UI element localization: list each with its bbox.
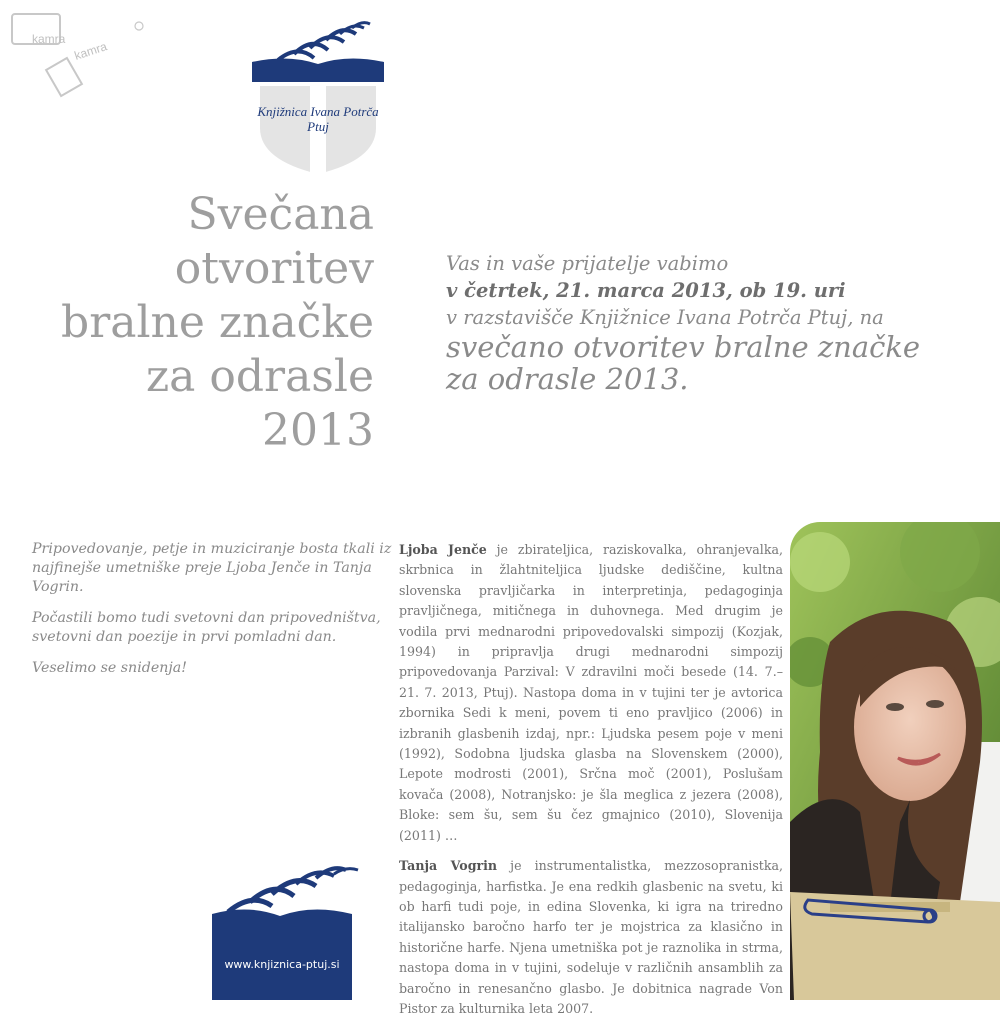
library-logo (248, 18, 388, 178)
logo-city: Ptuj (307, 119, 329, 134)
bio-name: Tanja Vogrin (399, 858, 498, 874)
watermark-text: kamra (32, 32, 66, 46)
bio-jence (399, 540, 783, 846)
invite-line: Vas in vaše prijatelje vabimo (446, 252, 729, 275)
bio-name: Ljoba Jenče (399, 542, 487, 557)
invite-event: za odrasle 2013. (446, 362, 689, 396)
main-title (20, 188, 374, 458)
library-logo-bottom (212, 862, 364, 1000)
invite-line: v razstavišče Knjižnice Ivana Potrča Ptuj, na (446, 306, 884, 329)
website-link[interactable]: www.knjiznica-ptuj.si (224, 958, 340, 971)
portrait-image (790, 522, 1000, 1000)
logo-name: Knjižnica Ivana Potrča (257, 104, 379, 119)
bio-vogrin (399, 856, 783, 1019)
closing-line: Veselimo se snidenja! (32, 660, 187, 676)
title-line: za odrasle (145, 351, 374, 402)
portrait-photo (790, 522, 1000, 1000)
title-line: Svečana (187, 189, 374, 240)
title-line: 2013 (262, 405, 374, 456)
bio-text: je zbirateljica, raziskovalka, ohranjevalka, skrbnica in žlahtniteljica ljudske dediščine, kultna slovenska pravljičarka in interpretinja, pedagoginja pravljičnega, mitičnega in duhovnega. Med drugim je vodila prvi mednarodni pripovedovalski simpozij (Kozjak, 1994) in pripravlja drugi mednarodni simpozij pripovedovanja Parzival: V zdravilni moči besede (14. 7.–21. 7. 2013, Ptuj). Nastopa doma in v tujini ter je avtorica zbornika Sedi k meni, povem ti eno pravljico (2006) in izbranih glasbenih izdaj, npr.: Ljudska pesem poje v meni (1992), Sodobna ljudska glasba na Slovenskem (2000), Lepote modrosti (2001), Srčna moč (2001), Poslušam kovača (2008), Notranjsko: je šla meglica z jezera (2008), Bloke: sem šu, sem šu čez gmajnico (2010), Slovenija (2011) … (399, 542, 783, 843)
invite-event: svečano otvoritev bralne značke (446, 330, 921, 364)
bio-column (399, 540, 783, 1029)
intro-column (32, 540, 392, 690)
watermark-text: kamra (72, 39, 109, 63)
invite-date: v četrtek, 21. marca 2013, ob 19. uri (446, 279, 846, 302)
watermark (8, 10, 148, 110)
intro-paragraph: Pripovedovanje, petje in muziciranje bosta tkali iz najfinejše umetniške preje Ljoba Jenče in Tanja Vogrin. (32, 541, 392, 595)
title-line: otvoritev (174, 243, 374, 294)
invitation-block (446, 250, 986, 395)
bio-text: je instrumentalistka, mezzosopranistka, pedagoginja, harfistka. Je ena redkih glasbenic na svetu, ki ob harfi tudi poje, in edina Slovenka, ki igra na triredno italijansko baročno harfo ter je mojstrica za klasično in historične harfe. Njena umetniška pot je raznolika in strma, nastopa doma in v tujini, sodeluje v različnih ansamblih za baročno in renesančno glasbo. Je dobitnica nagrade Von Pistor za kulturnika leta 2007. (399, 858, 783, 1016)
shield-book-birds-icon (248, 18, 388, 178)
intro-paragraph: Počastili bomo tudi svetovni dan pripovedništva, svetovni dan poezije in prvi pomladni dan. (32, 610, 381, 645)
book-birds-icon (212, 862, 364, 1000)
title-line: bralne značke (61, 297, 374, 348)
